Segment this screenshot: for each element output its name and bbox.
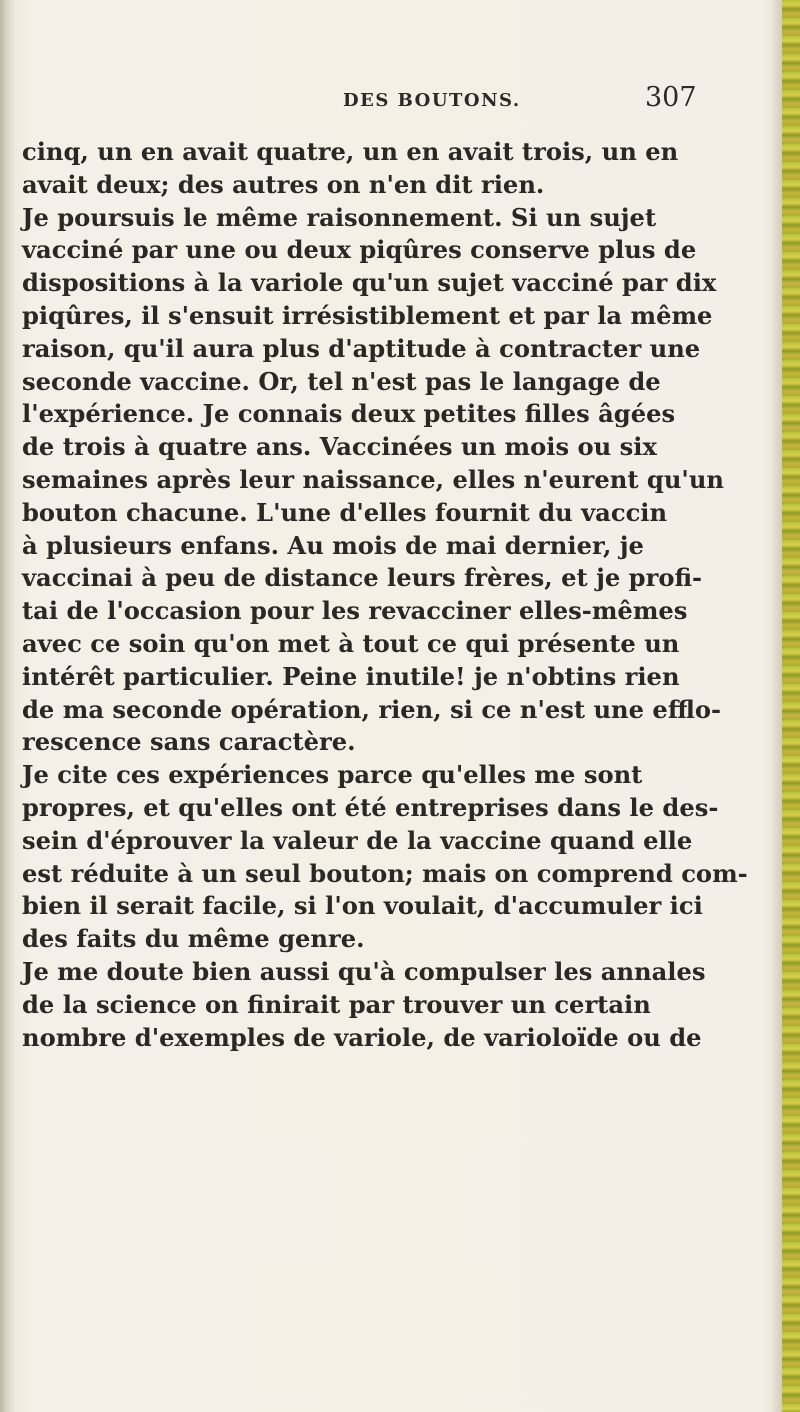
body-text bbox=[22, 136, 748, 1054]
text-line: Je me doute bien aussi qu'à compulser les annales bbox=[22, 956, 706, 986]
running-title: DES BOUTONS. bbox=[343, 90, 521, 111]
text-line: rescence sans caractère. bbox=[22, 727, 356, 757]
text-line: Je cite ces expériences parce qu'elles me sont bbox=[22, 760, 643, 790]
text-line: de ma seconde opération, rien, si ce n'est une efflo- bbox=[22, 694, 722, 724]
text-line: Je poursuis le même raisonnement. Si un sujet bbox=[22, 202, 657, 232]
page-number: 307 bbox=[645, 82, 697, 113]
text-line: cinq, un en avait quatre, un en avait trois, un en bbox=[22, 137, 679, 166]
text-line: seconde vaccine. Or, tel n'est pas le langage de bbox=[22, 366, 661, 396]
text-line: dispositions à la variole qu'un sujet vacciné par dix bbox=[22, 268, 717, 298]
text-line: avec ce soin qu'on met à tout ce qui présente un bbox=[22, 628, 680, 658]
text-line: de la science on finirait par trouver un certain bbox=[22, 989, 651, 1019]
page-header bbox=[0, 82, 800, 122]
text-line: avait deux; des autres on n'en dit rien. bbox=[22, 169, 545, 199]
text-line: piqûres, il s'ensuit irrésistiblement et par la même bbox=[22, 300, 713, 330]
binding-edge bbox=[0, 0, 14, 1412]
text-line: des faits du même genre. bbox=[22, 924, 365, 954]
text-line: tai de l'occasion pour les revacciner elles-mêmes bbox=[22, 596, 688, 626]
text-line: vacciné par une ou deux piqûres conserve plus de bbox=[22, 235, 697, 265]
text-line: bouton chacune. L'une d'elles fournit du vaccin bbox=[22, 497, 668, 527]
text-line: de trois à quatre ans. Vaccinées un mois ou six bbox=[22, 432, 657, 462]
text-line: raison, qu'il aura plus d'aptitude à contracter une bbox=[22, 333, 701, 363]
text-line: nombre d'exemples de variole, de varioloïde ou de bbox=[22, 1022, 702, 1052]
spine-shadow bbox=[770, 0, 782, 1412]
text-line: à plusieurs enfans. Au mois de mai dernier, je bbox=[22, 530, 644, 560]
text-line: sein d'éprouver la valeur de la vaccine quand elle bbox=[22, 825, 693, 855]
text-line: vaccinai à peu de distance leurs frères, et je profi- bbox=[22, 563, 703, 593]
text-line: intérêt particulier. Peine inutile! je n'obtins rien bbox=[22, 661, 680, 691]
text-line: semaines après leur naissance, elles n'eurent qu'un bbox=[22, 464, 724, 494]
text-line: propres, et qu'elles ont été entreprises dans le des- bbox=[22, 792, 719, 822]
text-line: l'expérience. Je connais deux petites filles âgées bbox=[22, 399, 676, 429]
color-calibration-strip bbox=[782, 0, 800, 1412]
text-line: bien il serait facile, si l'on voulait, d'accumuler ici bbox=[22, 891, 703, 921]
text-line: est réduite à un seul bouton; mais on comprend com- bbox=[22, 858, 748, 888]
